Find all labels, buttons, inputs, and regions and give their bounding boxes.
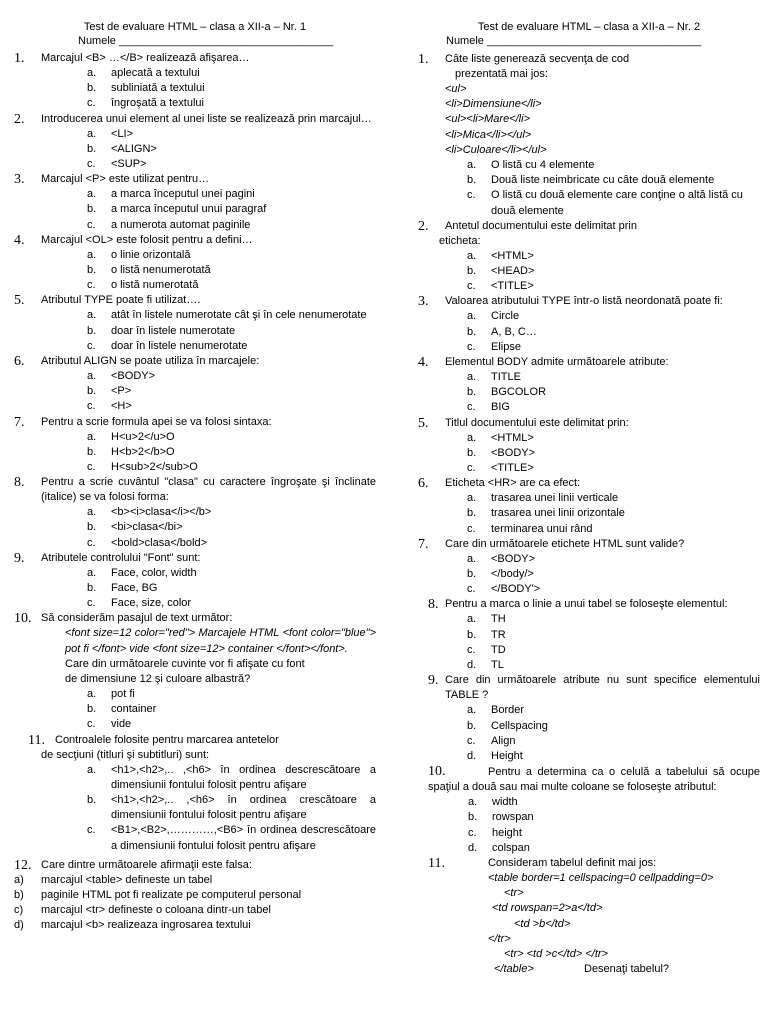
question-1 [14,51,376,112]
question-number: 9. [428,673,439,689]
answer-option: c. </BODY'> [467,583,541,596]
question-3 [14,172,376,233]
code-line: <td rowspan=2>a</td> [492,902,603,915]
question-text: Care din următoarele etichete HTML sunt valide? [445,537,685,550]
question-text: Atributul TYPE poate fi utilizat…. [41,294,201,307]
answer-option: b. <BODY> [467,446,536,459]
answer-option: a. O listă cu 4 elemente [467,159,595,172]
question-10 [14,611,376,732]
code-line: <tr> [504,887,524,900]
question-text: Atributele controlului "Font" sunt: [41,551,201,564]
answer-option: a. H<u>2</u>O [87,430,175,443]
question-4 [14,233,376,294]
code-sample: <font size=12 color="red"> Marcajele HTML <font color="blue"> pot fi </font> vide <font size=12> container </font></font>. [65,627,376,655]
question-text: Titlul documentului este delimitat prin: [445,416,629,429]
question-number: 9. [14,550,25,566]
question-number: 6. [14,354,25,370]
question-text: Controalele folosite pentru marcarea antetelor [55,733,279,746]
answer-option: c. <B1>,<B2>,…………,<B6> în ordinea descrescătoare a dimensiunii fontului folosit pentru afişare [87,824,376,852]
answer-option: b. <HEAD> [467,265,535,278]
answer-option: a. <BODY> [467,552,536,565]
question-number: 1. [418,52,429,67]
code-line: <td >b</td> [514,917,571,930]
answer-option: c. TD [467,643,506,656]
question-2 [14,112,376,173]
question-text: Care din următoarele cuvinte vor fi afişate cu font [65,657,305,670]
code-line: <li>Dimensiune</li> [445,98,542,111]
answer-option: a. Circle [467,310,520,323]
answer-option: c. <TITLE> [467,462,534,475]
answer-option: b. trasarea unei linii orizontale [467,507,625,520]
answer-option: a. width [468,796,518,809]
answer-option: a. atât în listele numerotate cât şi în cele nenumerotate [87,309,367,322]
answer-option: b) paginile HTML pot fi realizate pe computerul personal [14,888,302,901]
test-1-column [14,0,376,1024]
question-number: 7. [418,536,429,552]
question-text: Elementul BODY admite următoarele atribute: [445,356,669,369]
answer-option: b. doar în listele numerotate [87,324,236,337]
question-9 [428,673,760,764]
answer-option: c. Elipse [467,340,521,353]
answer-option: c. BIG [467,401,510,414]
question-number: 6. [418,476,429,492]
code-line: <ul><li>Mare</li> [445,113,530,126]
answer-option: a. trasarea unei linii verticale [467,492,619,505]
answer-option: c. H<sub>2</sub>O [87,461,198,474]
answer-option: d. Height [467,749,523,762]
question-number: 11. [428,855,445,871]
answer-option: c. <bold>clasa</bold> [87,536,208,549]
answer-option: b. a marca începutul unui paragraf [87,203,267,216]
answer-option: b. </body/> [467,568,534,581]
question-text: Să considerăm pasajul de text următor: [41,612,233,625]
answer-option: b. BGCOLOR [467,386,547,399]
question-text: Care din următoarele atribute nu sunt specifice elementului TABLE ? [445,674,760,702]
question-4 [418,355,760,416]
answer-option: a) marcajul <table> defineste un tabel [14,873,213,886]
question-number: 5. [418,415,429,431]
question-number: 8. [14,475,25,491]
answer-option: c. <H> [87,400,132,413]
answer-option: b. Cellspacing [467,719,548,732]
question-text: Pentru a marca o linie a unui tabel se foloseşte elementul: [445,598,728,611]
answer-option: a. pot fi [87,687,135,700]
question-5 [418,416,760,477]
answer-option: a. Border [467,704,525,717]
answer-option: c. doar în listele nenumerotate [87,339,248,352]
answer-option: c. O listă cu două elemente care conţine o altă listă cu două elemente [467,189,743,217]
question-6 [418,476,760,537]
answer-option: a. a marca începutul unei pagini [87,188,255,201]
question-number: 10. [428,764,446,780]
answer-option: a. Face, color, width [87,566,197,579]
question-text: Pentru a scrie formula apei se va folosi sintaxa: [41,415,272,428]
answer-option: b. o listă nenumerotată [87,264,211,277]
question-8 [14,475,376,551]
question-number: 4. [418,355,429,371]
question-number: 4. [14,232,25,248]
question-number: 7. [14,414,25,430]
question-8 [428,597,760,673]
question-5 [14,293,376,354]
question-text: Care dintre următoarele afirmaţii este falsa: [41,858,252,871]
answer-option: a. <BODY> [87,370,156,383]
question-9 [14,551,376,612]
question-text: Marcajul <OL> este folosit pentru a defini… [41,233,253,246]
question-text: prezentată mai jos: [455,68,548,80]
question-3 [418,294,760,355]
question-number: 3. [14,172,25,188]
question-11 [428,856,760,871]
answer-option: b. TR [467,628,506,641]
question-text: Introducerea unui element al unei liste se realizează prin marcajul… [41,112,372,125]
code-line: <li>Culoare</li></ul> [445,143,547,156]
question-text: Pentru a scrie cuvântul "clasa" cu caractere îngroşate şi înclinate (italice) se va folosi forma: [41,476,376,504]
answer-option: a. <h1>,<h2>,.. ,<h6> în ordinea descrescătoare a dimensiunii fontului folosit pentru afişare [87,763,376,791]
answer-option: b. <P> [87,385,132,398]
answer-option: b. Face, BG [87,582,158,595]
question-text: Eticheta <HR> are ca efect: [445,477,581,490]
answer-option: a. aplecată a textului [87,67,200,79]
answer-option: c) marcajul <tr> defineste o coloana dintr-un tabel [14,904,271,917]
code-line: <ul> [445,83,467,95]
answer-option: b. <h1>,<h2>,.. ,<h6> în ordinea crescătoare a dimensiunii fontului folosit pentru afişare [87,793,376,822]
draw-table-prompt: Desenaţi tabelul? [584,963,670,976]
answer-option: d) marcajul <b> realizeaza ingrosarea textului [14,919,251,932]
question-text: eticheta: [439,234,481,247]
answer-option: c. o listă numerotată [87,279,199,292]
answer-option: b. subliniată a textului [87,82,205,95]
question-text: Antetul documentului este delimitat prin [445,219,637,232]
answer-option: c. <SUP> [87,158,147,171]
answer-option: b. container [87,703,157,716]
code-line: <tr> <td >c</td> </tr> [504,947,608,960]
answer-option: b. A, B, C… [467,325,537,338]
question-number: 5. [14,293,25,309]
question-number: 2. [14,111,25,127]
question-number: 1. [14,51,25,66]
question-number: 10. [14,611,32,627]
code-line: <li>Mica</li></ul> [445,128,532,141]
question-text: Marcajul <B> …</B> realizează afişarea… [41,52,250,64]
answer-option: a. <HTML> [467,249,534,262]
answer-option: b. Două liste neimbricate cu câte două elemente [467,174,715,187]
question-text: Valoarea atributului TYPE într-o listă neordonată poate fi: [445,295,723,308]
test-2-name-field: Numele ___________________________________ [446,35,702,47]
question-text: 10. Pentru a determina ca o celulă a tabelului să ocupe spaţiul a două sau mai multe coloane se foloseşte atributul: [428,764,760,794]
answer-option: b. rowspan [468,811,534,824]
answer-option: c. height [468,826,522,839]
question-2 [418,219,760,295]
answer-option: d. TL [467,659,504,672]
question-text: Consideram tabelul definit mai jos: [488,856,657,869]
question-number: 11. [28,732,45,748]
answer-option: c. Face, size, color [87,597,192,610]
code-line: <table border=1 cellspacing=0 cellpadding=0> [488,871,714,884]
answer-option: a. o linie orizontală [87,248,191,261]
question-text: Atributul ALIGN se poate utiliza în marcajele: [41,355,260,368]
question-text: Câte liste generează secvenţa de cod [445,53,630,65]
question-7 [14,415,376,476]
test-2-column [418,0,760,1024]
answer-option: a. TH [467,613,506,626]
test-2-title: Test de evaluare HTML – clasa a XII-a – Nr. 2 [477,21,701,33]
answer-option: a. <b><i>clasa</i></b> [87,506,212,519]
answer-option: c. îngroşată a textului [87,97,204,110]
question-number: 2. [418,218,429,234]
question-12 [14,858,376,873]
code-line: </table> [494,963,534,976]
answer-option: d. colspan [468,841,530,854]
code-line: </tr> [488,932,511,945]
answer-option: c. Align [467,734,516,747]
answer-option: c. vide [87,718,132,731]
answer-option: a. TITLE [467,371,521,384]
answer-option: c. a numerota automat paginile [87,218,251,231]
question-number: 3. [418,294,429,310]
question-text: Marcajul <P> este utilizat pentru… [41,173,210,186]
table-code-sample [488,871,760,977]
answer-option: a. <HTML> [467,431,534,444]
question-text: de dimensiune 12 şi culoare albastră? [65,672,251,685]
answer-option: c. <TITLE> [467,280,534,293]
question-number: 8. [428,597,439,613]
question-11 [28,733,376,854]
question-6 [14,354,376,415]
test-1-title: Test de evaluare HTML – clasa a XII-a – Nr. 1 [83,21,307,33]
answer-option: b. <bi>clasa</bi> [87,521,183,534]
answer-option: b. H<b>2</b>O [87,445,175,458]
test-1-name-field: Numele ___________________________________ [78,35,334,47]
question-10 [428,764,760,856]
question-number: 12. [14,857,32,873]
question-text: de secţiuni (titluri şi subtitluri) sunt: [41,748,210,761]
question-7 [418,537,760,598]
answer-option: c. terminarea unui rând [467,522,593,535]
answer-option: b. <ALIGN> [87,142,157,155]
answer-option: a. <LI> [87,127,134,140]
question-1 [418,52,760,219]
